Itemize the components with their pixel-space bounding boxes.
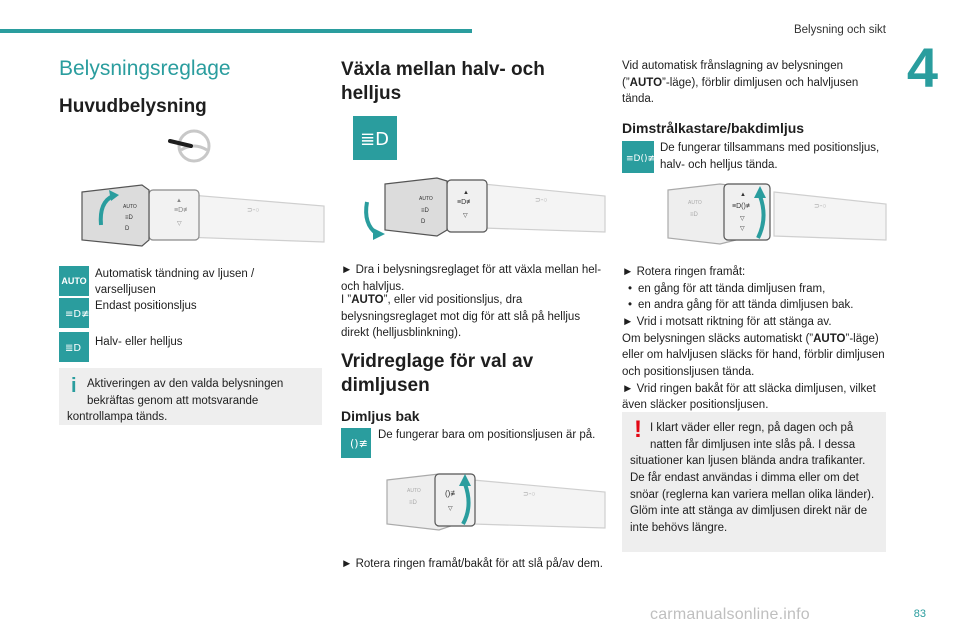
info-note-tail: kontrollampa tänds. [67,411,168,424]
svg-text:()≢: ()≢ [445,489,459,498]
warning-note [622,412,886,552]
auto-icon: AUTO [59,266,89,296]
svg-text:AUTO: AUTO [688,200,702,206]
svg-text:⊃-○: ⊃-○ [814,203,827,210]
legend-item-low-high-beam [59,332,285,362]
front-fog-step-2: ► Vrid i motsatt riktning för att stänga av. [622,316,832,329]
section-heading-switch-beams: Växla mellan halv- och helljus [341,59,545,104]
svg-text:≡D≢: ≡D≢ [65,309,90,320]
svg-text:D: D [125,226,130,232]
svg-text:AUTO: AUTO [123,204,137,210]
legend-text-position-lights: Endast positionsljus [95,300,197,312]
fog-ring-rear-illustration [355,466,605,536]
watermark: carmanualsonline.info [650,606,810,623]
lighting-stalk-pull-illustration [355,172,605,242]
svg-text:⊃-○: ⊃-○ [535,197,548,204]
svg-text:≡D()≢: ≡D()≢ [732,203,753,210]
lighting-stalk-illustration [79,180,324,252]
front-fog-bullets [622,281,886,314]
fog-ring-front-illustration [636,178,886,250]
svg-text:≡D≢: ≡D≢ [457,199,474,206]
section-title: Belysning och sikt [793,24,886,36]
front-fog-steps [622,264,886,414]
section-heading-fog-lights: Vridreglage för val av dimljusen [341,351,534,396]
svg-text:≡D()≢: ≡D()≢ [626,154,656,164]
svg-text:▽: ▽ [448,506,453,512]
auto-text-bold: AUTO [351,294,384,306]
intro-bold: AUTO [629,76,663,89]
svg-text:▽: ▽ [463,213,468,219]
svg-text:⊃-○: ⊃-○ [247,207,260,214]
legend-item-position-lights [59,298,285,328]
subheading-rear-fog: Dimljus bak [341,408,420,424]
front-rear-fog-text: De fungerar tillsammans med positionsljus, halv- och helljus tända. [660,142,880,171]
rear-fog-step: ► Rotera ringen framåt/bakåt för att slå på/av dem. [341,558,603,570]
front-fog-step-1: ► Rotera ringen framåt: [622,266,746,278]
svg-text:▲: ▲ [463,190,469,196]
switch-beams-step: ► Dra i belysningsreglaget för att växla mellan hel- och halvljus. [341,264,602,293]
svg-text:▽: ▽ [740,226,745,232]
front-fog-bullet-2: • en andra gång för att tända dimljusen bak. [622,297,886,314]
section-heading-main-lighting: Huvudbelysning [59,96,207,117]
auto-off-fog-text [622,331,886,381]
svg-text:()≢: ()≢ [350,437,368,450]
page-number: 83 [913,608,926,620]
low-high-beam-icon [59,332,89,362]
warning-tail: situationer kan ljusen blända andra trafikanter. De får endast användas i dimma eller om det snöar (reglerna kan variera mellan olika länder). [630,455,875,501]
svg-text:AUTO: AUTO [419,196,433,202]
position-lights-icon [59,298,89,328]
legend-text-auto: Automatisk tändning av ljusen / varselljusen [95,268,255,297]
front-fog-bullet-1: • en gång för att tända dimljusen fram, [622,281,886,298]
auto-text-post: ”, eller vid positionsljus, dra belysningsreglaget mot dig för att slå på helljus direkt (helljusblinkning). [341,294,581,340]
page-title: Belysningsreglage [59,57,231,80]
info-note-lead: Aktiveringen av den valda belysningen bekräftas genom att motsvarande [87,378,284,407]
info-icon: i [71,375,77,397]
svg-text:▲: ▲ [740,192,746,198]
svg-text:≣D: ≣D [65,343,82,354]
front-fog-step-3: ► Vrid ringen bakåt för att släcka dimljusen, vilket även släcker positionsljusen. [622,382,876,412]
svg-text:≡D: ≡D [421,208,429,214]
svg-text:≡D: ≡D [409,500,417,506]
para-bold: AUTO [813,332,846,345]
svg-text:≡D≢: ≡D≢ [174,207,191,214]
warning-icon: ! [634,416,642,443]
warning-lead: I klart väder eller regn, på dagen och på natten får dimljusen inte slås på. I dessa [650,422,856,451]
steering-wheel-icon [167,128,217,168]
auto-text-pre: I ” [341,294,352,306]
svg-text:≡D: ≡D [690,212,698,218]
header-accent-bar [0,29,472,33]
para-pre: Om belysningen släcks automatiskt (” [622,332,814,345]
low-high-beam-icon-large [353,116,397,160]
subheading-front-rear-fog: Dimstrålkastare/bakdimljus [622,120,805,136]
auto-off-intro [622,58,886,108]
svg-text:AUTO: AUTO [407,488,421,494]
svg-text:D: D [421,219,426,225]
front-rear-fog-icon [622,141,654,173]
chapter-number: 4 [906,36,938,99]
legend-text-low-high-beam: Halv- eller helljus [95,336,183,348]
rear-fog-icon [341,428,371,458]
info-note [59,368,322,425]
rear-fog-text: De fungerar bara om positionsljusen är på. [378,429,596,441]
svg-text:⊃-○: ⊃-○ [523,491,536,498]
intro-post: ”-läge), förblir dimljusen och halvljusen tända. [622,76,859,106]
warning-tail-2: Glöm inte att stänga av dimljusen direkt när de inte behövs längre. [630,505,868,535]
svg-text:▽: ▽ [177,221,182,227]
intro-pre: Vid automatisk frånslagning av belysningen (” [622,60,843,89]
switch-beams-auto-text [341,292,603,342]
svg-text:▽: ▽ [740,216,745,222]
svg-text:≡D: ≡D [125,215,133,221]
legend-item-auto [59,266,285,298]
svg-text:▲: ▲ [176,198,182,204]
para-post: ”-läge) eller om halvljusen släcks för hand, förblir dimljusen och positionsljusen tända. [622,332,885,379]
svg-text:≣D: ≣D [360,129,389,150]
